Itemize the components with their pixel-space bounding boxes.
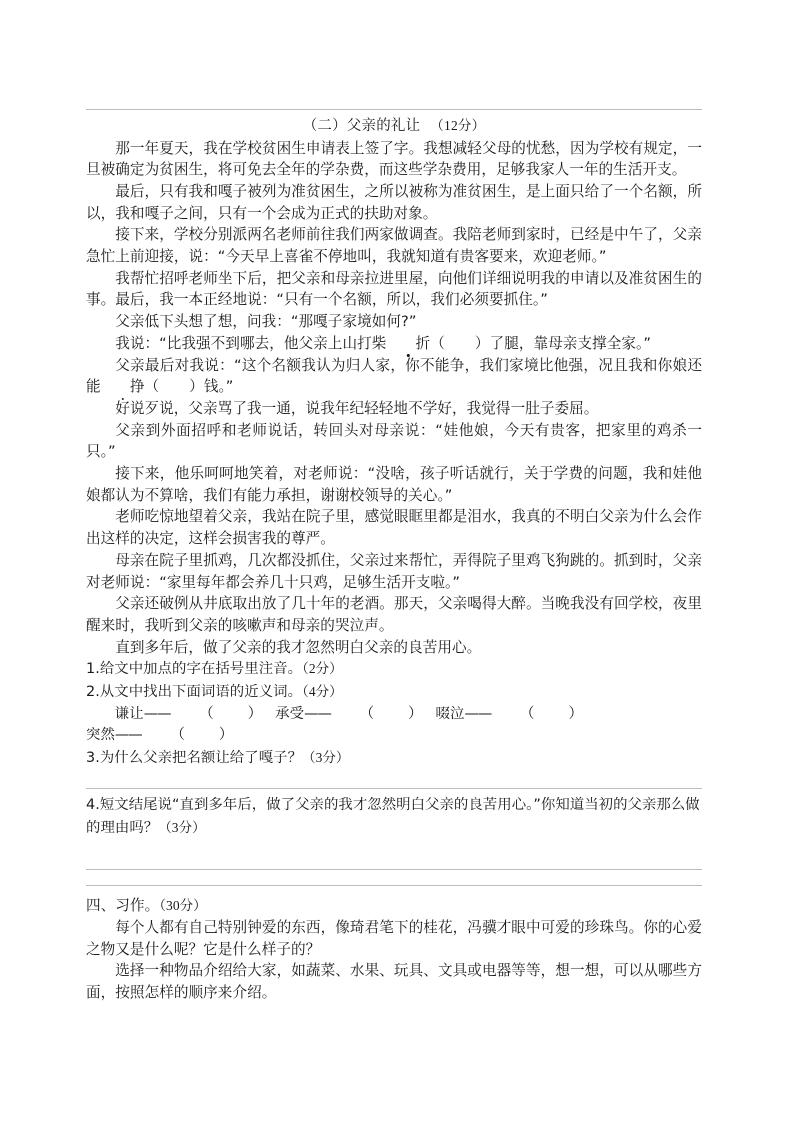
emphasis-char: 折 — [386, 333, 430, 355]
question-4 — [86, 795, 702, 839]
section-title-text: 父亲的礼让 — [346, 118, 421, 134]
divider-section-end-1 — [86, 869, 702, 870]
synonym-dash: —— — [464, 705, 492, 722]
paragraph: 父亲低下头想了想，问我：“那嘎子家境如何?” — [115, 313, 417, 331]
quote-pre-text: 父亲最后对我说：“这个名额我认为归人家，你不能争，我们家境比他强，况且我和你娘还能 — [86, 356, 702, 396]
question-number: 3. — [86, 750, 100, 767]
question-text: 为什么父亲把名额让给了嘎子？ — [99, 750, 303, 767]
writing-paragraph: 选择一种物品介绍给大家，如蔬菜、水果、玩具、文具或电器等等，想一想，可以从哪些方面，按照怎样的顺序来介绍。 — [86, 962, 702, 1002]
synonym-word: 谦让 — [114, 705, 144, 722]
paragraph: 我帮忙招呼老师坐下后，把父亲和母亲拉进里屋，向他们详细说明我的申请以及准贫困生的事。最后，我一本正经地说：“只有一个名额，所以，我们必须要抓住。” — [86, 269, 702, 309]
paragraph: 母亲在院子里抓鸡，几次都没抓住，父亲过来帮忙，弄得院子里鸡飞狗跳的。抓到时，父亲对老师说：“家里每年都会养几十只鸡，足够生活开支啦。” — [86, 551, 702, 591]
synonym-item — [275, 706, 422, 722]
question-text: 从文中找出下面词语的近义词。 — [99, 684, 303, 701]
synonym-word: 突然 — [86, 727, 115, 744]
question-text: 给文中加点的字在括号里注音。 — [99, 661, 303, 678]
paragraph: 好说歹说，父亲骂了我一通，说我年纪轻轻地不学好，我觉得一肚子委屈。 — [115, 399, 599, 417]
question-number: 2. — [86, 684, 100, 701]
question-text: 短文结尾说“直到多年后，做了父亲的我才忽然明白父亲的良苦用心。”你知道当初的父亲那么做的理由吗？ — [86, 796, 700, 836]
page-content — [86, 0, 702, 1004]
quote-pre-text: 我说：“比我强不到哪去，他父亲上山打柴 — [115, 334, 387, 352]
synonym-dash: —— — [114, 727, 142, 744]
question-2 — [86, 681, 702, 704]
divider-section-end-2 — [86, 885, 702, 886]
divider-top — [86, 109, 702, 110]
divider-after-q3 — [86, 788, 702, 789]
writing-section-title: 习作。 — [115, 897, 160, 915]
paragraph: 那一年夏天，我在学校贫困生申请表上签了字。我想减轻父母的忧愁，因为学校有规定，一旦被确定为贫困生，将可免去全年的学杂费，而这些学杂费用，足够我家人一年的生活开支。 — [86, 139, 702, 179]
reading-section-title — [86, 115, 702, 138]
question-number: 4. — [86, 796, 100, 813]
emphasis-char: 挣 — [101, 376, 145, 398]
synonym-word: 啜泣 — [435, 705, 465, 722]
writing-section-score: （30分） — [159, 898, 207, 914]
paragraph: 父亲还破例从井底取出放了几十年的老酒。那天，父亲喝得大醉。当晚我没有回学校，夜里醒来时，我听到父亲的咳嗽声和母亲的哭泣声。 — [86, 595, 702, 634]
question-score: （4分） — [302, 684, 343, 700]
synonym-blank[interactable]: （ ） — [520, 705, 583, 722]
question-score: （3分） — [158, 819, 206, 835]
paragraph-with-emphasis-zhe: 我说：“比我强不到哪去，他父亲上山打柴 折（ ）了腿，靠母亲支撑全家。” — [86, 333, 702, 355]
quote-post-text: 钱。” — [203, 378, 234, 396]
paragraph-with-emphasis-zheng: 父亲最后对我说：“这个名额我认为归人家，你不能争，我们家境比他强，况且我和你娘还能 挣（ ）钱。” — [86, 355, 702, 398]
quote-post-text: 了腿，靠母亲支撑全家。” — [489, 334, 651, 352]
paragraph: 最后，只有我和嘎子被列为准贫困生，之所以被称为准贫困生，是上面只给了一个名额，所以，我和嘎子之间，只有一个会成为正式的扶助对象。 — [86, 182, 702, 222]
paragraph: 直到多年后，做了父亲的我才忽然明白父亲的良苦用心。 — [115, 638, 482, 656]
writing-section-heading — [86, 895, 702, 917]
question-3 — [86, 747, 702, 770]
synonym-word: 承受 — [275, 705, 305, 722]
synonym-blank[interactable]: （ ） — [199, 705, 263, 722]
section-number: （二） — [302, 118, 347, 134]
synonym-answer-row — [86, 704, 702, 747]
synonym-item — [86, 727, 233, 743]
paragraph: 接下来，他乐呵呵地笑着，对老师说：“没啥，孩子听话就行，关于学费的问题，我和娃他娘都认为不算啥，我们有能力承担，谢谢校领导的关心。” — [86, 465, 702, 504]
question-score: （3分） — [302, 750, 350, 766]
synonym-dash: —— — [304, 705, 331, 722]
synonym-item — [436, 706, 583, 722]
synonym-dash: —— — [143, 705, 171, 722]
synonym-blank[interactable]: （ ） — [359, 705, 423, 722]
answer-space-q4[interactable] — [86, 839, 702, 869]
synonym-blank[interactable]: （ ） — [170, 727, 234, 744]
answer-space-q3[interactable] — [86, 770, 702, 788]
paragraph: 老师吃惊地望着父亲，我站在院子里，感觉眼眶里都是泪水，我真的不明白父亲为什么会作出这样的决定，这样会损害我的尊严。 — [86, 508, 702, 548]
question-score: （2分） — [302, 661, 343, 677]
question-1 — [86, 658, 702, 681]
writing-paragraph: 每个人都有自己特别钟爱的东西，像琦君笔下的桂花，冯骥才眼中可爱的珍珠鸟。你的心爱之物又是什么呢？它是什么样子的？ — [86, 919, 702, 958]
writing-section-number: 四、 — [86, 897, 116, 915]
synonym-item — [115, 706, 262, 722]
question-number: 1. — [86, 661, 100, 678]
section-score: （12分） — [430, 118, 486, 133]
paragraph: 父亲到外面招呼和老师说话，转回头对母亲说：“娃他娘，今天有贵客，把家里的鸡杀一只。” — [86, 421, 702, 461]
paragraph: 接下来，学校分别派两名老师前往我们两家做调查。我陪老师到家时，已经是中午了，父亲急忙上前迎接，说：“今天早上喜雀不停地叫，我就知道有贵客要来，欢迎老师。” — [86, 226, 702, 266]
